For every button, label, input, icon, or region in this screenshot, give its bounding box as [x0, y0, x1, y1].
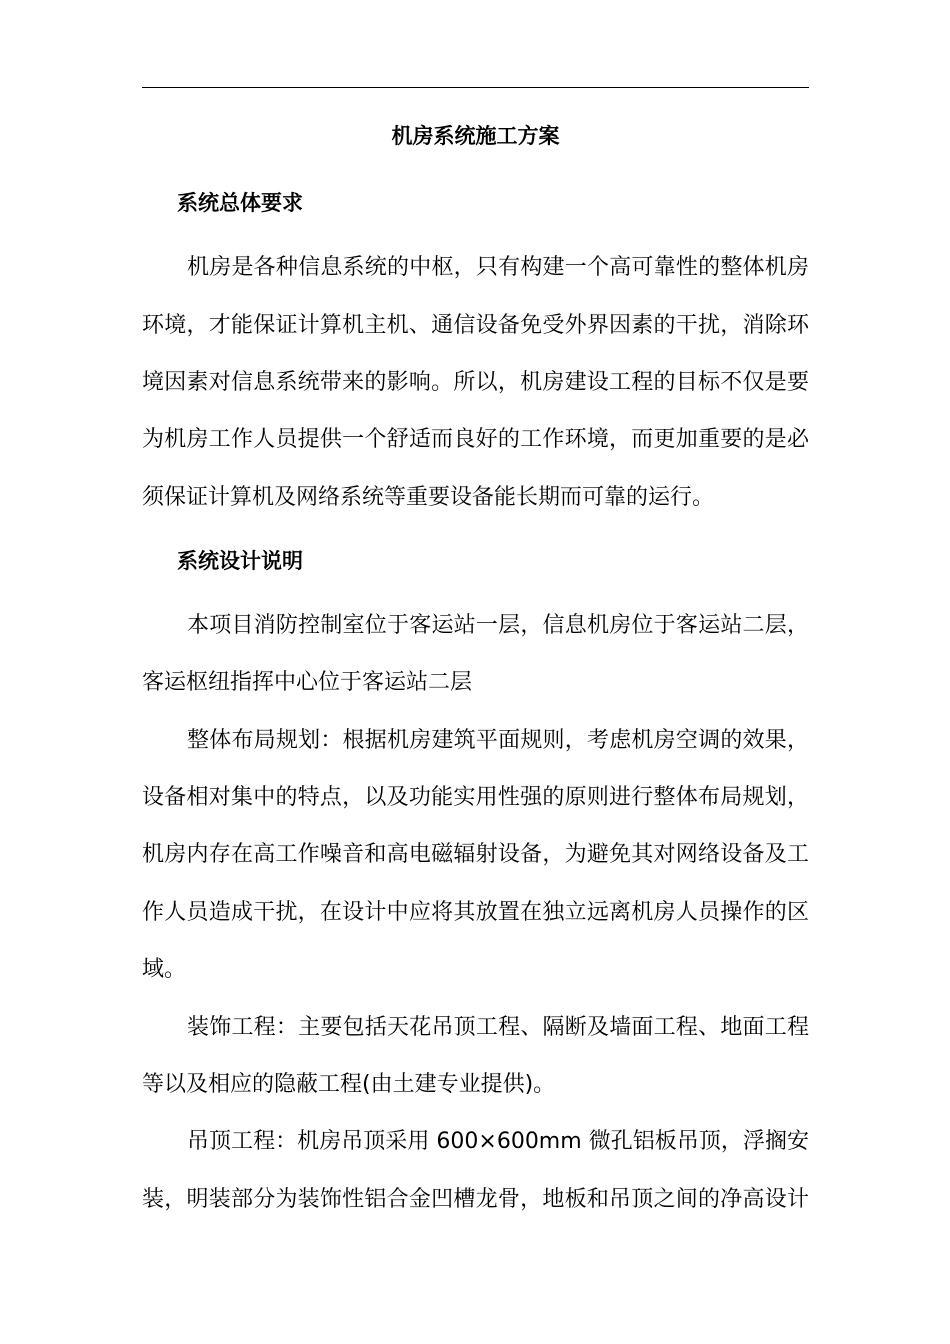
- paragraph-line: 客运枢纽指挥中心位于客运站二层: [142, 670, 473, 695]
- paragraph-line: 装饰工程：主要包括天花吊顶工程、隔断及墙面工程、地面工程: [187, 1015, 809, 1040]
- section-heading-design-description: 系统设计说明: [177, 549, 303, 573]
- header-rule: [142, 87, 809, 88]
- document-title: 机房系统施工方案: [391, 124, 560, 148]
- paragraph-line: 设备相对集中的特点，以及功能实用性强的原则进行整体布局规划，: [142, 785, 809, 810]
- paragraph-line: 须保证计算机及网络系统等重要设备能长期而可靠的运行。: [142, 485, 715, 510]
- paragraph-line: 作人员造成干扰，在设计中应将其放置在独立远离机房人员操作的区: [142, 900, 809, 925]
- paragraph-line: 机房是各种信息系统的中枢，只有构建一个高可靠性的整体机房: [187, 255, 809, 280]
- paragraph-line: 域。: [142, 957, 187, 982]
- paragraph-line: 本项目消防控制室位于客运站一层，信息机房位于客运站二层，: [187, 613, 809, 638]
- paragraph-line: 境因素对信息系统带来的影响。所以，机房建设工程的目标不仅是要: [142, 370, 809, 395]
- paragraph-line: 等以及相应的隐蔽工程(由土建专业提供)。: [142, 1072, 556, 1097]
- paragraph-line: 环境，才能保证计算机主机、通信设备免受外界因素的干扰，消除环: [142, 313, 809, 338]
- paragraph-line: 为机房工作人员提供一个舒适而良好的工作环境，而更加重要的是必: [142, 427, 809, 452]
- paragraph-line: 机房内存在高工作噪音和高电磁辐射设备，为避免其对网络设备及工: [142, 842, 809, 867]
- paragraph-line: 整体布局规划：根据机房建筑平面规则，考虑机房空调的效果，: [187, 728, 809, 753]
- section-heading-overall-requirements: 系统总体要求: [177, 191, 303, 215]
- paragraph-line: 吊顶工程：机房吊顶采用 600×600mm 微孔铝板吊顶，浮搁安: [187, 1129, 809, 1154]
- paragraph-line: 装，明装部分为装饰性铝合金凹槽龙骨，地板和吊顶之间的净高设计: [142, 1187, 809, 1212]
